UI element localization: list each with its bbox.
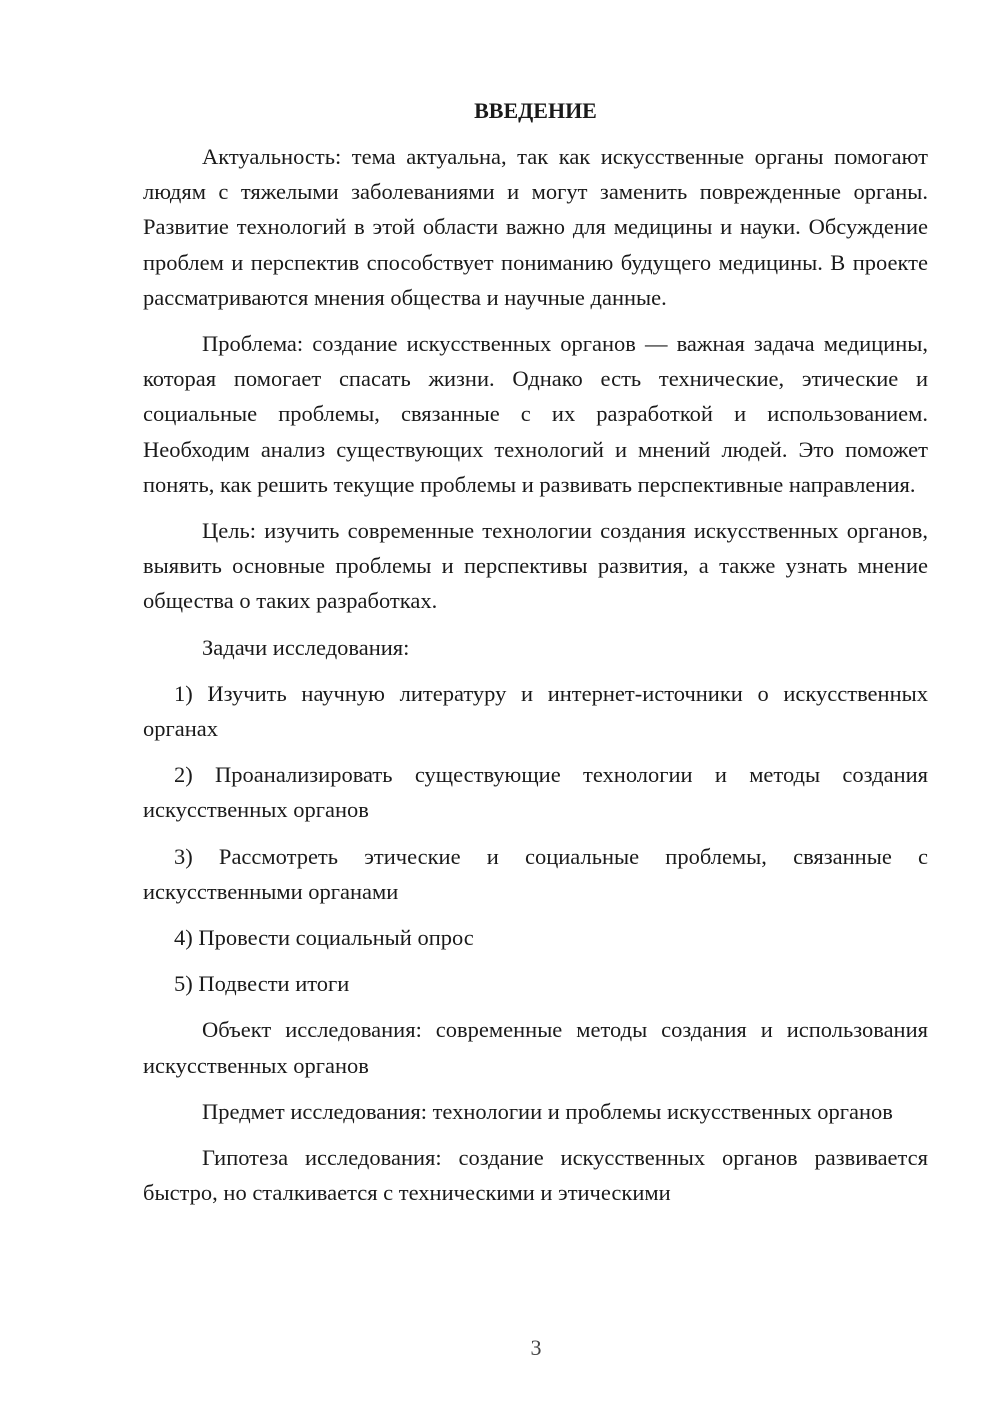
goal-paragraph: Цель: изучить современные технологии создания искусственных органов, выявить основные проблемы и перспективы развития, а также узнать мнение общества о таких разработках.: [143, 518, 928, 614]
page-number: 3: [530, 1335, 542, 1360]
page-title: ВВЕДЕНИЕ: [474, 98, 597, 123]
object-paragraph: Объект исследования: современные методы создания и использования искусственных органов: [143, 1017, 928, 1078]
relevance-paragraph: Актуальность: тема актуальна, так как искусственные органы помогают людям с тяжелыми заболеваниями и могут заменить поврежденные органы. Развитие технологий в этой области важно для медицины и науки. Обсуждение проблем и перспектив способствует пониманию будущего медицины. В проекте рассматриваются мнения общества и научные данные.: [143, 144, 928, 310]
task-item-5: 5) Подвести итоги: [174, 971, 350, 997]
problem-paragraph: Проблема: создание искусственных органов — важная задача медицины, которая помогает спасать жизни. Однако есть технические, этические и социальные проблемы, связанные с их разработкой и использованием. Необходим анализ существующих технологий и мнений людей. Это поможет понять, как решить текущие проблемы и развивать перспективные направления.: [143, 331, 928, 497]
task-item-3: 3) Рассмотреть этические и социальные проблемы, связанные с искусственными органами: [143, 843, 928, 904]
document-page: [143, 96, 928, 1221]
task-item-2: 2) Проанализировать существующие технологии и методы создания искусственных органов: [143, 762, 928, 823]
task-item-4: 4) Провести социальный опрос: [174, 925, 474, 951]
tasks-heading: Задачи исследования:: [202, 634, 410, 660]
subject-paragraph: Предмет исследования: технологии и проблемы искусственных органов: [202, 1098, 893, 1124]
hypothesis-paragraph: Гипотеза исследования: создание искусственных органов развивается быстро, но сталкивается с техническими и этическими: [143, 1145, 928, 1206]
task-item-1: 1) Изучить научную литературу и интернет-источники о искусственных органах: [143, 680, 928, 742]
